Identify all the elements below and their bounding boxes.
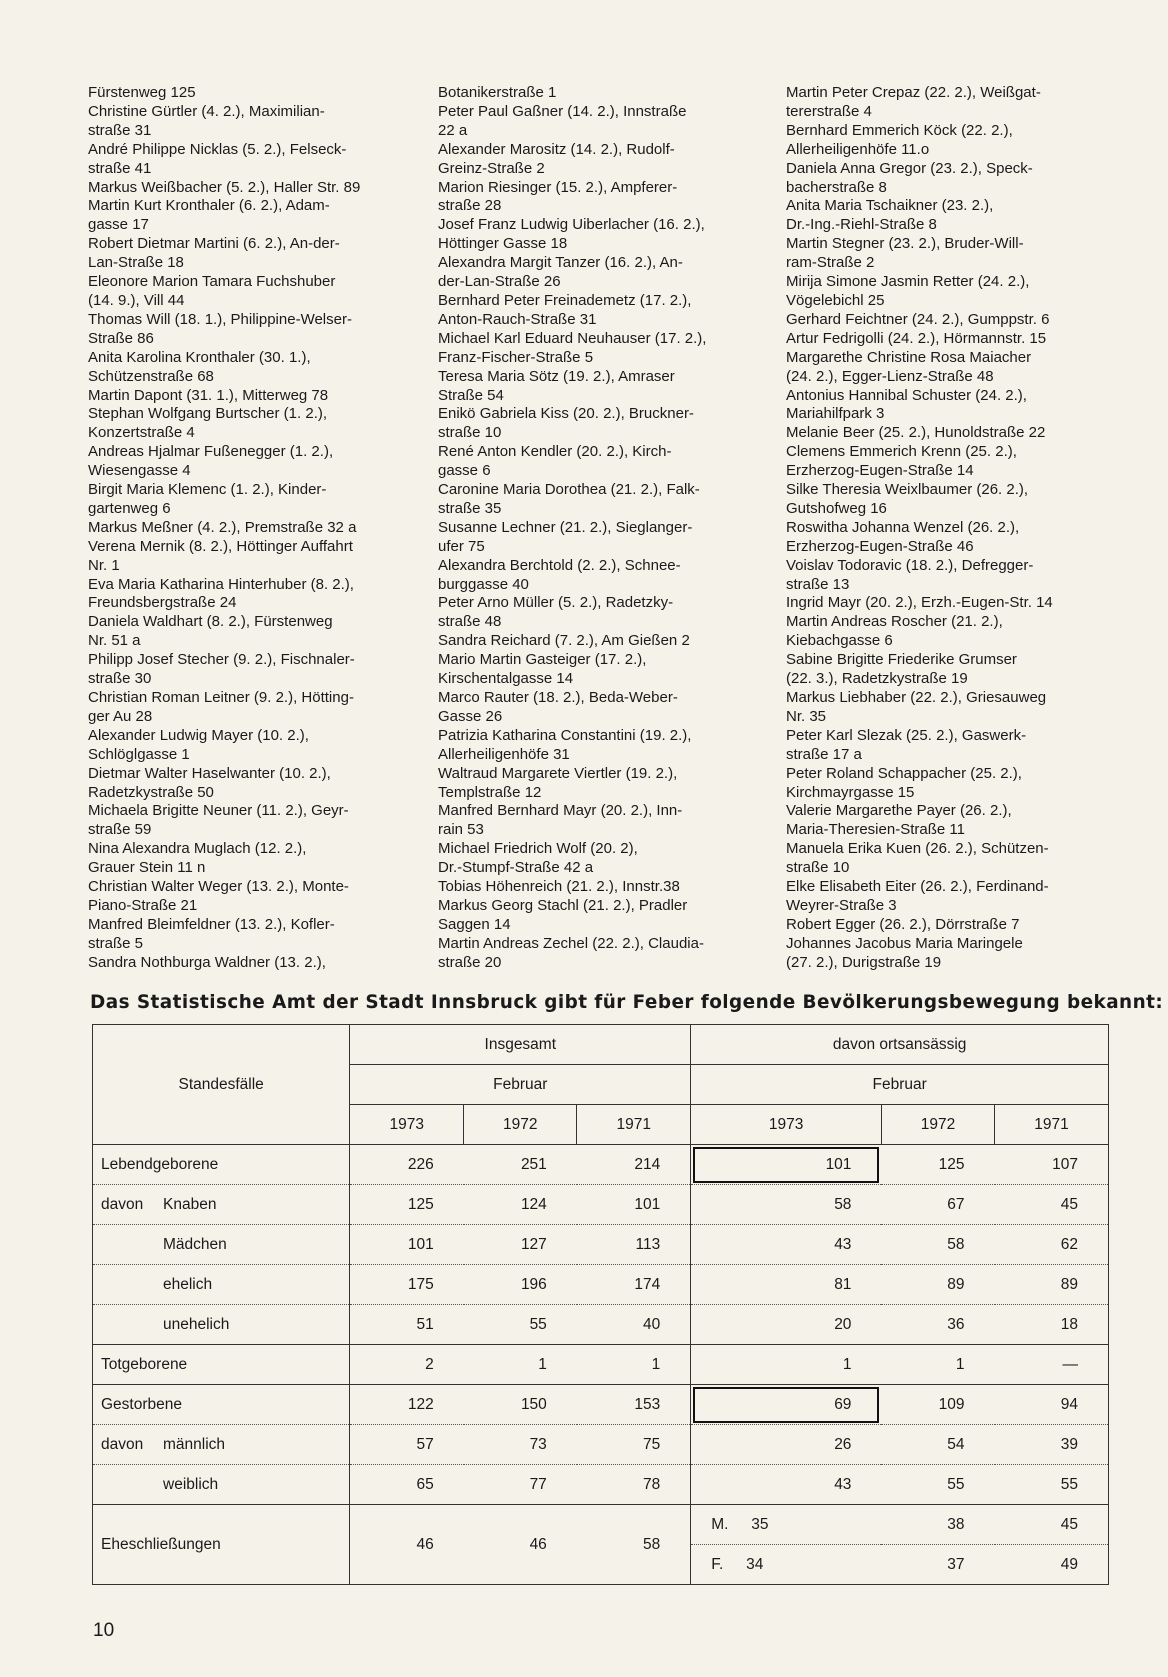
list-line: Lan-Straße 18 — [88, 254, 184, 272]
cell: 65 — [416, 1475, 434, 1493]
cell: — — [995, 1345, 1109, 1385]
list-line: Mariahilfpark 3 — [786, 405, 885, 423]
list-line: Philipp Josef Stecher (9. 2.), Fischnaler- — [88, 651, 355, 669]
table-row — [93, 1225, 1109, 1265]
cell: 20 — [834, 1315, 852, 1333]
cell: 1 — [955, 1355, 965, 1373]
list-line: Melanie Beer (25. 2.), Hunoldstraße 22 — [786, 424, 1046, 442]
list-line: straße 13 — [786, 575, 850, 593]
row-label: unehelich — [93, 1305, 350, 1345]
list-line: Grauer Stein 11 n — [88, 859, 206, 877]
list-line: Dr.-Ing.-Riehl-Straße 8 — [786, 216, 937, 234]
list-line: Daniela Anna Gregor (23. 2.), Speck- — [786, 159, 1033, 177]
list-line: Freundsbergstraße 24 — [88, 594, 237, 612]
list-line: Christian Roman Leitner (9. 2.), Hötting- — [88, 689, 354, 706]
cell: 43 — [834, 1475, 852, 1493]
list-line: straße 35 — [438, 499, 502, 517]
list-line: straße 5 — [88, 934, 144, 952]
list-line: René Anton Kendler (20. 2.), Kirch- — [438, 443, 672, 461]
cell: 2 — [425, 1355, 434, 1373]
cell: 125 — [881, 1145, 994, 1185]
list-line: ger Au 28 — [88, 707, 153, 725]
list-line: Artur Fedrigolli (24. 2.), Hörmannstr. 15 — [786, 329, 1047, 347]
list-line: Michael Friedrich Wolf (20. 2), — [438, 840, 638, 858]
list-line: (27. 2.), Durigstraße 19 — [786, 953, 942, 971]
list-line: Antonius Hannibal Schuster (24. 2.), — [786, 386, 1027, 404]
row-label: ehelich — [93, 1265, 350, 1305]
cell: 226 — [350, 1145, 464, 1185]
list-line: Peter Paul Gaßner (14. 2.), Innstraße — [438, 102, 687, 120]
list-line: Schützenstraße 68 — [88, 367, 214, 385]
page-number: 10 — [93, 1620, 115, 1641]
list-line: Martin Dapont (31. 1.), Mitterweg 78 — [88, 386, 329, 404]
list-line: gartenweg 6 — [88, 499, 171, 517]
davon-label: davon — [101, 1195, 144, 1213]
list-line: Wiesengasse 4 — [88, 462, 191, 480]
table-row — [93, 1145, 1109, 1185]
cell: 150 — [464, 1385, 577, 1425]
cell: 45 — [995, 1185, 1109, 1225]
list-line: Susanne Lechner (21. 2.), Sieglanger- — [438, 518, 693, 536]
list-line: (24. 2.), Egger-Lienz-Straße 48 — [786, 367, 994, 385]
table-row — [93, 1505, 1109, 1545]
cell: 46 — [464, 1505, 577, 1585]
cell: 58 — [577, 1505, 691, 1585]
row-label: davon Knaben — [93, 1185, 350, 1225]
row-label: weiblich — [93, 1465, 350, 1505]
cell: 174 — [577, 1265, 691, 1305]
list-line: Ingrid Mayr (20. 2.), Erzh.-Eugen-Str. 14 — [786, 594, 1053, 612]
list-line: (22. 3.), Radetzkystraße 19 — [786, 670, 968, 688]
list-line: Straße 86 — [88, 329, 154, 347]
year-header: 1973 — [389, 1115, 425, 1133]
cell: 67 — [881, 1185, 994, 1225]
list-line: straße 20 — [438, 953, 502, 971]
cell: 109 — [881, 1385, 994, 1425]
cell: 36 — [947, 1315, 965, 1333]
list-line: Christian Walter Weger (13. 2.), Monte- — [88, 878, 349, 896]
cell: 43 — [691, 1225, 882, 1265]
cell: 122 — [350, 1385, 464, 1425]
cell: 153 — [577, 1385, 691, 1425]
list-line: Gerhard Feichtner (24. 2.), Gumppstr. 6 — [786, 310, 1050, 328]
list-line: Stephan Wolfgang Burtscher (1. 2.), — [88, 405, 328, 423]
table-row — [93, 1425, 1109, 1465]
list-line: straße 30 — [88, 670, 152, 688]
cell: 39 — [995, 1425, 1109, 1465]
cell: 127 — [464, 1225, 577, 1265]
list-line: Dr.-Stumpf-Straße 42 a — [438, 859, 594, 877]
list-line: André Philippe Nicklas (5. 2.), Felseck- — [88, 140, 347, 158]
year-header: 1972 — [464, 1105, 577, 1145]
list-line: Robert Dietmar Martini (6. 2.), An-der- — [88, 235, 340, 253]
list-line: Anton-Rauch-Straße 31 — [438, 310, 597, 328]
list-line: Nr. 35 — [786, 707, 827, 725]
year-header: 1973 — [768, 1115, 804, 1133]
list-line: straße 31 — [88, 121, 152, 139]
year-header: 1972 — [881, 1105, 994, 1145]
cell: M. 35 — [691, 1505, 882, 1545]
list-line: Fürstenweg 125 — [88, 84, 196, 101]
list-line: Michael Karl Eduard Neuhauser (17. 2.), — [438, 329, 707, 347]
list-line: Vögelebichl 25 — [786, 291, 885, 309]
list-line: Nina Alexandra Muglach (12. 2.), — [88, 840, 307, 858]
list-line: Schlöglgasse 1 — [88, 745, 190, 763]
list-line: Peter Karl Slezak (25. 2.), Gaswerk- — [786, 726, 1027, 744]
table-row — [93, 1385, 1109, 1425]
list-line: Erzherzog-Eugen-Straße 14 — [786, 462, 974, 480]
cell: 94 — [995, 1385, 1109, 1425]
list-line: Manfred Bernhard Mayr (20. 2.), Inn- — [438, 802, 683, 820]
list-line: Markus Weißbacher (5. 2.), Haller Str. 89 — [88, 178, 361, 196]
row-label: Lebendgeborene — [93, 1145, 350, 1185]
table-row — [93, 1185, 1109, 1225]
list-line: Martin Andreas Roscher (21. 2.), — [786, 613, 1003, 631]
cell: F. 34 — [711, 1555, 764, 1573]
cell: 175 — [350, 1265, 464, 1305]
list-line: Tobias Höhenreich (21. 2.), Innstr.38 — [438, 878, 680, 896]
cell: 49 — [995, 1545, 1109, 1585]
header-standesfaelle: Standesfälle — [93, 1025, 350, 1145]
list-line: Enikö Gabriela Kiss (20. 2.), Bruckner- — [438, 405, 694, 423]
cell: 57 — [350, 1425, 464, 1465]
cell: 78 — [577, 1465, 691, 1505]
list-line: Konzertstraße 4 — [88, 424, 195, 442]
cell: 40 — [577, 1305, 691, 1345]
list-line: straße 10 — [438, 424, 502, 442]
list-line: Erzherzog-Eugen-Straße 46 — [786, 537, 974, 555]
row-label: Eheschließungen — [93, 1505, 350, 1585]
list-line: Andreas Hjalmar Fußenegger (1. 2.), — [88, 443, 334, 461]
column-3 — [786, 84, 1116, 973]
cell: 18 — [995, 1305, 1109, 1345]
list-line: Teresa Maria Sötz (19. 2.), Amraser — [438, 367, 675, 385]
list-line: straße 10 — [786, 859, 850, 877]
list-line: Daniela Waldhart (8. 2.), Fürstenweg — [88, 613, 333, 631]
list-line: Alexandra Margit Tanzer (16. 2.), An- — [438, 254, 683, 272]
list-line: Marion Riesinger (15. 2.), Ampferer- — [438, 178, 678, 196]
list-line: Allerheiligenhöfe 31 — [438, 745, 570, 763]
cell: 214 — [577, 1145, 691, 1185]
list-line: Christine Gürtler (4. 2.), Maximilian- — [88, 102, 325, 120]
list-line: Manfred Bleimfeldner (13. 2.), Kofler- — [88, 915, 335, 933]
list-line: Waltraud Margarete Viertler (19. 2.), — [438, 764, 678, 782]
list-line: gasse 17 — [88, 216, 149, 234]
list-line: der-Lan-Straße 26 — [438, 273, 561, 291]
list-line: Sabine Brigitte Friederike Grumser — [786, 651, 1017, 669]
list-line: Marco Rauter (18. 2.), Beda-Weber- — [438, 689, 678, 706]
list-line: tererstraße 4 — [786, 102, 872, 120]
list-line: Saggen 14 — [438, 915, 511, 933]
list-line: Mario Martin Gasteiger (17. 2.), — [438, 651, 647, 669]
list-line: Markus Georg Stachl (21. 2.), Pradler — [438, 896, 688, 914]
column-2 — [438, 84, 768, 973]
cell: 62 — [995, 1225, 1109, 1265]
list-line: Kiebachgasse 6 — [786, 632, 893, 650]
list-line: Martin Andreas Zechel (22. 2.), Claudia- — [438, 934, 704, 952]
list-line: Alexandra Berchtold (2. 2.), Schnee- — [438, 556, 681, 574]
header-month-total: Februar — [350, 1065, 691, 1105]
list-line: Patrizia Katharina Constantini (19. 2.), — [438, 726, 692, 744]
list-line: Templstraße 12 — [438, 783, 542, 801]
list-line: Radetzkystraße 50 — [88, 783, 214, 801]
list-line: Bernhard Emmerich Köck (22. 2.), — [786, 121, 1013, 139]
row-label: Gestorbene — [93, 1385, 350, 1425]
cell: 101 — [577, 1185, 691, 1225]
list-line: Kirschentalgasse 14 — [438, 670, 574, 688]
list-line: burggasse 40 — [438, 575, 529, 593]
list-line: Piano-Straße 21 — [88, 896, 198, 914]
list-line: Manuela Erika Kuen (26. 2.), Schützen- — [786, 840, 1049, 858]
list-line: Greinz-Straße 2 — [438, 159, 545, 177]
cell: 73 — [464, 1425, 577, 1465]
cell: 37 — [947, 1555, 965, 1573]
year-header: 1971 — [995, 1105, 1109, 1145]
cell: 55 — [529, 1315, 547, 1333]
cell: 81 — [691, 1265, 882, 1305]
list-line: Gutshofweg 16 — [786, 499, 887, 517]
list-line: straße 48 — [438, 613, 502, 631]
list-line: Bernhard Peter Freinademetz (17. 2.), — [438, 291, 692, 309]
cell: 1 — [842, 1355, 852, 1373]
row-label: davon männlich — [93, 1425, 350, 1465]
cell-boxed: 69 — [691, 1385, 882, 1425]
header-month-local: Februar — [691, 1065, 1109, 1105]
list-line: Sandra Nothburga Waldner (13. 2.), — [88, 953, 326, 971]
list-line: Valerie Margarethe Payer (26. 2.), — [786, 802, 1012, 820]
list-line: Eleonore Marion Tamara Fuchshuber — [88, 273, 336, 291]
list-line: Markus Meßner (4. 2.), Premstraße 32 a — [88, 518, 357, 536]
list-line: Nr. 1 — [88, 556, 120, 574]
cell: 251 — [464, 1145, 577, 1185]
cell-boxed: 101 — [691, 1145, 882, 1185]
row-label: Mädchen — [93, 1225, 350, 1265]
list-line: Eva Maria Katharina Hinterhuber (8. 2.), — [88, 575, 354, 593]
list-line: Kirchmayrgasse 15 — [786, 783, 915, 801]
cell: 55 — [995, 1465, 1109, 1505]
list-line: Weyrer-Straße 3 — [786, 896, 897, 914]
cell: 58 — [691, 1185, 882, 1225]
list-line: gasse 6 — [438, 462, 491, 480]
list-line: Elke Elisabeth Eiter (26. 2.), Ferdinand- — [786, 878, 1049, 896]
list-line: bacherstraße 8 — [786, 178, 887, 196]
list-line: Botanikerstraße 1 — [438, 84, 557, 101]
cell: 124 — [464, 1185, 577, 1225]
list-line: Anita Maria Tschaikner (23. 2.), — [786, 197, 994, 215]
list-line: Höttinger Gasse 18 — [438, 235, 568, 253]
list-line: ufer 75 — [438, 537, 485, 555]
list-line: Allerheiligenhöfe 11.o — [786, 140, 930, 158]
list-line: Markus Liebhaber (22. 2.), Griesauweg — [786, 689, 1047, 706]
list-line: Mirija Simone Jasmin Retter (24. 2.), — [786, 273, 1030, 291]
list-line: Voislav Todoravic (18. 2.), Defregger- — [786, 556, 1034, 574]
cell: 196 — [464, 1265, 577, 1305]
list-line: Peter Arno Müller (5. 2.), Radetzky- — [438, 594, 674, 612]
list-line: Dietmar Walter Haselwanter (10. 2.), — [88, 764, 331, 782]
list-line: straße 17 a — [786, 745, 862, 763]
cell: 1 — [538, 1355, 547, 1373]
list-line: ram-Straße 2 — [786, 254, 875, 272]
list-line: Robert Egger (26. 2.), Dörrstraße 7 — [786, 915, 1020, 933]
cell: 51 — [416, 1315, 434, 1333]
list-line: Nr. 51 a — [88, 632, 141, 650]
list-line: Silke Theresia Weixlbaumer (26. 2.), — [786, 481, 1029, 499]
list-line: Straße 54 — [438, 386, 504, 404]
cell: 77 — [529, 1475, 547, 1493]
davon-label: davon — [101, 1435, 144, 1453]
cell: 113 — [577, 1225, 691, 1265]
list-line: Alexander Ludwig Mayer (10. 2.), — [88, 726, 309, 744]
list-line: straße 28 — [438, 197, 502, 215]
list-line: Maria-Theresien-Straße 11 — [786, 821, 965, 839]
column-1 — [88, 84, 418, 973]
list-line: Gasse 26 — [438, 707, 503, 725]
cell: 26 — [691, 1425, 882, 1465]
cell: 89 — [995, 1265, 1109, 1305]
table-row — [93, 1265, 1109, 1305]
table-row — [93, 1345, 1109, 1385]
cell: 1 — [577, 1345, 691, 1385]
list-line: Caronine Maria Dorothea (21. 2.), Falk- — [438, 481, 700, 499]
list-line: Verena Mernik (8. 2.), Höttinger Auffahrt — [88, 537, 353, 555]
list-line: Martin Kurt Kronthaler (6. 2.), Adam- — [88, 197, 330, 215]
cell: 75 — [577, 1425, 691, 1465]
list-line: Josef Franz Ludwig Uiberlacher (16. 2.), — [438, 216, 705, 234]
cell: 38 — [881, 1505, 994, 1545]
list-line: Roswitha Johanna Wenzel (26. 2.), — [786, 518, 1020, 536]
table-row — [93, 1465, 1109, 1505]
list-line: Margarethe Christine Rosa Maiacher — [786, 348, 1032, 366]
list-line: straße 59 — [88, 821, 152, 839]
cell: 58 — [881, 1225, 994, 1265]
cell: 54 — [881, 1425, 994, 1465]
list-line: Thomas Will (18. 1.), Philippine-Welser- — [88, 310, 352, 328]
list-line: Peter Roland Schappacher (25. 2.), — [786, 764, 1022, 782]
list-line: Sandra Reichard (7. 2.), Am Gießen 2 — [438, 632, 690, 650]
list-line: Martin Stegner (23. 2.), Bruder-Will- — [786, 235, 1024, 253]
list-line: Franz-Fischer-Straße 5 — [438, 348, 594, 366]
list-line: (14. 9.), Vill 44 — [88, 291, 185, 309]
list-line: straße 41 — [88, 159, 152, 177]
list-line: Johannes Jacobus Maria Maringele — [786, 934, 1023, 952]
list-line: Alexander Marositz (14. 2.), Rudolf- — [438, 140, 675, 158]
list-line: rain 53 — [438, 821, 484, 839]
list-line: 22 a — [438, 121, 468, 139]
table-row — [93, 1305, 1109, 1345]
header-insgesamt: Insgesamt — [350, 1025, 691, 1065]
header-ortsansaessig: davon ortsansässig — [691, 1025, 1109, 1065]
cell: 125 — [350, 1185, 464, 1225]
row-label: Totgeborene — [93, 1345, 350, 1385]
list-line: Martin Peter Crepaz (22. 2.), Weißgat- — [786, 84, 1041, 101]
list-line: Birgit Maria Klemenc (1. 2.), Kinder- — [88, 481, 327, 499]
table-heading: Das Statistische Amt der Stadt Innsbruck gibt für Feber folgende Bevölkerungsbewegung bekannt: — [90, 992, 1164, 1013]
list-line: Clemens Emmerich Krenn (25. 2.), — [786, 443, 1017, 461]
cell: 46 — [350, 1505, 464, 1585]
year-header: 1971 — [577, 1105, 691, 1145]
population-statistics-table — [92, 1024, 1109, 1585]
list-line: Anita Karolina Kronthaler (30. 1.), — [88, 348, 311, 366]
list-line: Michaela Brigitte Neuner (11. 2.), Geyr- — [88, 802, 349, 820]
cell: 45 — [995, 1505, 1109, 1545]
cell: 89 — [881, 1265, 994, 1305]
cell: 55 — [947, 1475, 965, 1493]
cell: 101 — [350, 1225, 464, 1265]
cell: 107 — [995, 1145, 1109, 1185]
